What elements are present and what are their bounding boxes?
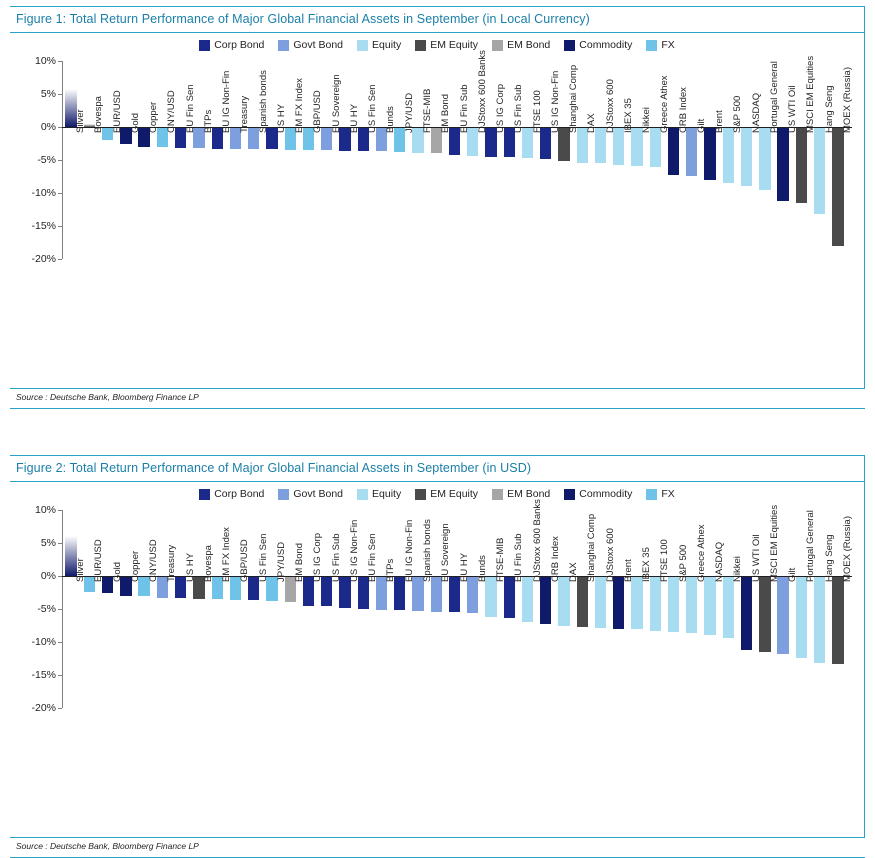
x-axis-tick-label: US HY <box>184 552 196 582</box>
bar <box>759 576 770 652</box>
legend-item <box>492 39 550 51</box>
bar <box>723 576 734 638</box>
x-axis-tick-label: Nikkei <box>732 556 744 582</box>
y-axis-tick-label: 0% <box>40 121 56 133</box>
legend-swatch-icon <box>564 40 575 51</box>
legend-label: Corp Bond <box>214 39 265 51</box>
figure-1-frame <box>10 6 865 389</box>
bar <box>650 576 661 631</box>
x-axis-tick-label: Nikkei <box>641 107 653 133</box>
x-axis-tick-label: US IG Corp <box>312 532 324 582</box>
bar <box>504 576 515 618</box>
y-axis-line <box>62 61 63 259</box>
legend-swatch-icon <box>278 40 289 51</box>
x-axis-tick-label: MOEX (Russia) <box>841 516 853 582</box>
figure-2-plot <box>31 504 852 714</box>
x-axis-tick-label: CNY/USD <box>148 539 160 582</box>
y-axis-tick-label: -5% <box>37 154 56 166</box>
x-axis-tick-label: FTSE 100 <box>531 90 543 133</box>
x-axis-tick-label: DJStoxx 600 Banks <box>476 50 488 133</box>
figure-2-bars <box>62 510 852 708</box>
y-axis-tick-label: 0% <box>40 570 56 582</box>
bar <box>668 576 679 632</box>
x-axis-tick-label: Bunds <box>385 106 397 133</box>
legend-swatch-icon <box>646 489 657 500</box>
x-axis-tick-label: S&P 500 <box>677 544 689 582</box>
bar <box>777 127 788 201</box>
bar <box>796 576 807 658</box>
legend-label: Commodity <box>579 488 633 500</box>
x-axis-tick-label: EU IG Non-Fin <box>221 70 233 133</box>
x-axis-tick-label: Treasury <box>166 544 178 582</box>
figure-2 <box>10 455 865 858</box>
bar <box>777 576 788 654</box>
bar <box>613 576 624 629</box>
x-axis-tick-label: NASDAQ <box>714 541 726 582</box>
x-axis-tick-label: S&P 500 <box>732 95 744 133</box>
y-axis-tick-label: 10% <box>34 55 56 67</box>
x-axis-tick-label: FTSE-MIB <box>495 537 506 582</box>
legend-item <box>415 488 478 500</box>
bar <box>650 127 661 167</box>
x-axis-tick-label: Copper <box>148 101 160 133</box>
x-axis-tick-label: Portugal General <box>805 510 817 582</box>
bar <box>686 127 697 176</box>
x-axis-tick-label: EM FX Index <box>294 78 306 133</box>
x-axis-tick-label: Silver <box>75 109 87 133</box>
bar <box>759 127 770 190</box>
bar <box>832 127 843 246</box>
x-axis-tick-label: EU HY <box>348 103 360 133</box>
bar <box>595 576 606 628</box>
x-axis-tick-label: FTSE 100 <box>659 539 671 582</box>
legend-label: EM Bond <box>507 39 551 51</box>
x-axis-tick-label: EU HY <box>458 552 470 582</box>
x-axis-tick-label: Bovespa <box>93 96 105 133</box>
x-axis-tick-label: US WTI Oil <box>750 534 762 582</box>
legend-item <box>278 39 343 51</box>
legend-swatch-icon <box>357 40 368 51</box>
x-axis-tick-label: EM FX Index <box>221 527 233 582</box>
bar <box>704 576 715 635</box>
x-axis-tick-label: GBP/USD <box>312 90 324 133</box>
legend-item <box>564 488 632 500</box>
legend-item <box>199 39 264 51</box>
x-axis-tick-label: DAX <box>586 113 598 133</box>
legend-label: Commodity <box>579 39 633 51</box>
y-axis-tick-label: 5% <box>40 537 56 549</box>
x-axis-tick-label: MSCI EM Equities <box>805 55 817 133</box>
bar <box>741 576 752 650</box>
x-axis-tick-label: Brent <box>714 110 726 133</box>
bar <box>577 576 588 627</box>
x-axis-tick-label: CRB Index <box>549 536 561 582</box>
x-axis-tick-label: Silver <box>75 558 87 582</box>
x-axis-tick-label: US IG Non-Fin <box>348 519 360 582</box>
x-axis-tick-label: EU Sovereign <box>440 523 452 582</box>
y-axis-tick-label: -20% <box>31 702 56 714</box>
legend-label: FX <box>661 39 675 51</box>
x-axis-tick-label: NASDAQ <box>750 92 762 133</box>
x-axis-tick-label: Greece Athex <box>695 524 707 582</box>
x-axis-tick-label: JPY/USD <box>403 92 415 133</box>
x-axis-tick-label: EU Fin Sub <box>513 533 525 582</box>
x-axis-tick-label: Bovespa <box>202 545 214 582</box>
legend-swatch-icon <box>278 489 289 500</box>
x-axis-tick-label: Gold <box>129 112 141 133</box>
x-axis-tick-label: DAX <box>568 562 580 582</box>
x-axis-tick-label: Shanghai Comp <box>586 513 598 582</box>
y-axis-tick-label: -10% <box>31 636 56 648</box>
x-axis-tick-label: US Fin Sub <box>330 533 342 582</box>
bar <box>522 576 533 622</box>
x-axis-tick-label: EU Fin Sen <box>184 84 196 133</box>
x-axis-tick-label: Spanish bonds <box>257 70 269 133</box>
legend-item <box>564 39 632 51</box>
y-axis-tick <box>58 259 62 260</box>
x-axis-tick-label: DJStoxx 600 <box>604 79 616 133</box>
legend-item <box>278 488 343 500</box>
y-axis-tick-label: -5% <box>37 603 56 615</box>
legend-swatch-icon <box>199 40 210 51</box>
bar <box>832 576 843 664</box>
x-axis-tick-label: Portugal General <box>768 61 780 133</box>
legend-item <box>646 39 674 51</box>
x-axis-tick-label: EU IG Non-Fin <box>403 519 415 582</box>
legend-item <box>415 39 478 51</box>
bar <box>814 576 825 663</box>
figure-2-plot-area <box>10 482 864 837</box>
x-axis-tick-label: IBEX 35 <box>622 98 634 133</box>
legend-label: EM Equity <box>430 39 479 51</box>
bar <box>558 576 569 626</box>
bar <box>686 576 697 633</box>
x-axis-tick-label: EUR/USD <box>93 539 105 582</box>
figure-1-bottom-rule <box>10 408 865 409</box>
figure-1-title: Figure 1: Total Return Performance of Major Global Financial Assets in September (in Local Currency) <box>10 7 864 33</box>
legend-item <box>199 488 264 500</box>
x-axis-tick-label: Gilt <box>695 118 707 133</box>
x-axis-tick-label: JPY/USD <box>275 541 287 582</box>
legend-swatch-icon <box>357 489 368 500</box>
x-axis-tick-label: CNY/USD <box>166 90 178 133</box>
bar <box>814 127 825 214</box>
bar <box>741 127 752 186</box>
legend-label: Govt Bond <box>293 488 344 500</box>
y-axis-tick-label: -10% <box>31 187 56 199</box>
x-axis-tick-label: CRB Index <box>677 87 689 133</box>
y-axis-tick-label: -20% <box>31 253 56 265</box>
legend-item <box>357 39 401 51</box>
y-axis-tick-label: 10% <box>34 504 56 516</box>
x-axis-tick-label: MSCI EM Equities <box>768 504 780 582</box>
legend-label: EM Equity <box>430 488 479 500</box>
legend-swatch-icon <box>199 489 210 500</box>
legend-swatch-icon <box>492 489 503 500</box>
x-axis-tick-label: BTPs <box>202 109 214 133</box>
legend-label: Equity <box>372 39 402 51</box>
x-axis-tick-label: EM Bond <box>440 93 452 133</box>
x-axis-tick-label: Hang Seng <box>823 534 835 582</box>
y-axis-tick-label: -15% <box>31 220 56 232</box>
bar <box>485 576 496 617</box>
x-axis-tick-label: US Fin Sen <box>367 84 379 133</box>
bar <box>540 576 551 624</box>
y-axis-tick <box>58 708 62 709</box>
figure-2-title: Figure 2: Total Return Performance of Major Global Financial Assets in September (in USD) <box>10 456 864 482</box>
x-axis-tick-label: Brent <box>622 559 634 582</box>
x-axis-tick-label: EM Bond <box>294 542 306 582</box>
x-axis-tick-label: Copper <box>129 550 141 582</box>
figure-1-plot <box>31 55 852 265</box>
x-axis-tick-label: GBP/USD <box>239 539 251 582</box>
bar <box>631 576 642 629</box>
legend-label: Equity <box>372 488 402 500</box>
x-axis-tick-label: US IG Non-Fin <box>549 70 561 133</box>
legend-swatch-icon <box>646 40 657 51</box>
legend-swatch-icon <box>492 40 503 51</box>
x-axis-tick-label: Greece Athex <box>659 75 671 133</box>
legend-item <box>646 488 674 500</box>
x-axis-tick-label: Shanghai Comp <box>568 64 580 133</box>
x-axis-tick-label: EUR/USD <box>111 90 123 133</box>
x-axis-tick-label: BTPs <box>385 558 397 582</box>
legend-swatch-icon <box>564 489 575 500</box>
y-axis-tick-label: -15% <box>31 669 56 681</box>
legend-label: EM Bond <box>507 488 551 500</box>
figure-1 <box>10 6 865 409</box>
x-axis-tick-label: Gilt <box>787 567 799 582</box>
y-axis-tick-label: 5% <box>40 88 56 100</box>
figure-2-source: Source : Deutsche Bank, Bloomberg Finance LP <box>16 841 199 851</box>
x-axis-tick-label: Spanish bonds <box>421 519 433 582</box>
x-axis-tick-label: US IG Corp <box>495 83 506 133</box>
x-axis-tick-label: EU Fin Sen <box>367 533 379 582</box>
bar <box>668 127 679 175</box>
legend-label: Corp Bond <box>214 488 265 500</box>
x-axis-tick-label: Gold <box>111 561 123 582</box>
legend-item <box>357 488 401 500</box>
x-axis-tick-label: FTSE-MIB <box>421 88 433 133</box>
bar <box>704 127 715 180</box>
x-axis-tick-label: DJStoxx 600 Banks <box>531 499 543 582</box>
figure-1-source: Source : Deutsche Bank, Bloomberg Finance LP <box>16 392 199 402</box>
x-axis-tick-label: Hang Seng <box>823 85 835 133</box>
figure-2-legend <box>10 488 864 500</box>
bar <box>723 127 734 183</box>
x-axis-tick-label: US WTI Oil <box>787 85 799 133</box>
y-axis-line <box>62 510 63 708</box>
x-axis-tick-label: Treasury <box>239 95 251 133</box>
bar <box>796 127 807 203</box>
x-axis-tick-label: EU Fin Sub <box>458 84 470 133</box>
x-axis-tick-label: US HY <box>275 103 287 133</box>
x-axis-tick-label: MOEX (Russia) <box>841 67 853 133</box>
x-axis-tick-label: US Fin Sub <box>513 84 525 133</box>
legend-swatch-icon <box>415 40 426 51</box>
x-axis-tick-label: DJStoxx 600 <box>604 528 616 582</box>
x-axis-tick-label: US Fin Sen <box>257 533 269 582</box>
x-axis-tick-label: EU Sovereign <box>330 74 342 133</box>
figure-2-frame <box>10 455 865 838</box>
legend-swatch-icon <box>415 489 426 500</box>
figure-1-bars <box>62 61 852 259</box>
x-axis-tick-label: Bunds <box>476 555 488 582</box>
x-axis-tick-label: IBEX 35 <box>641 547 653 582</box>
legend-label: FX <box>661 488 675 500</box>
figure-1-legend <box>10 39 864 51</box>
legend-label: Govt Bond <box>293 39 344 51</box>
figure-1-plot-area <box>10 33 864 388</box>
